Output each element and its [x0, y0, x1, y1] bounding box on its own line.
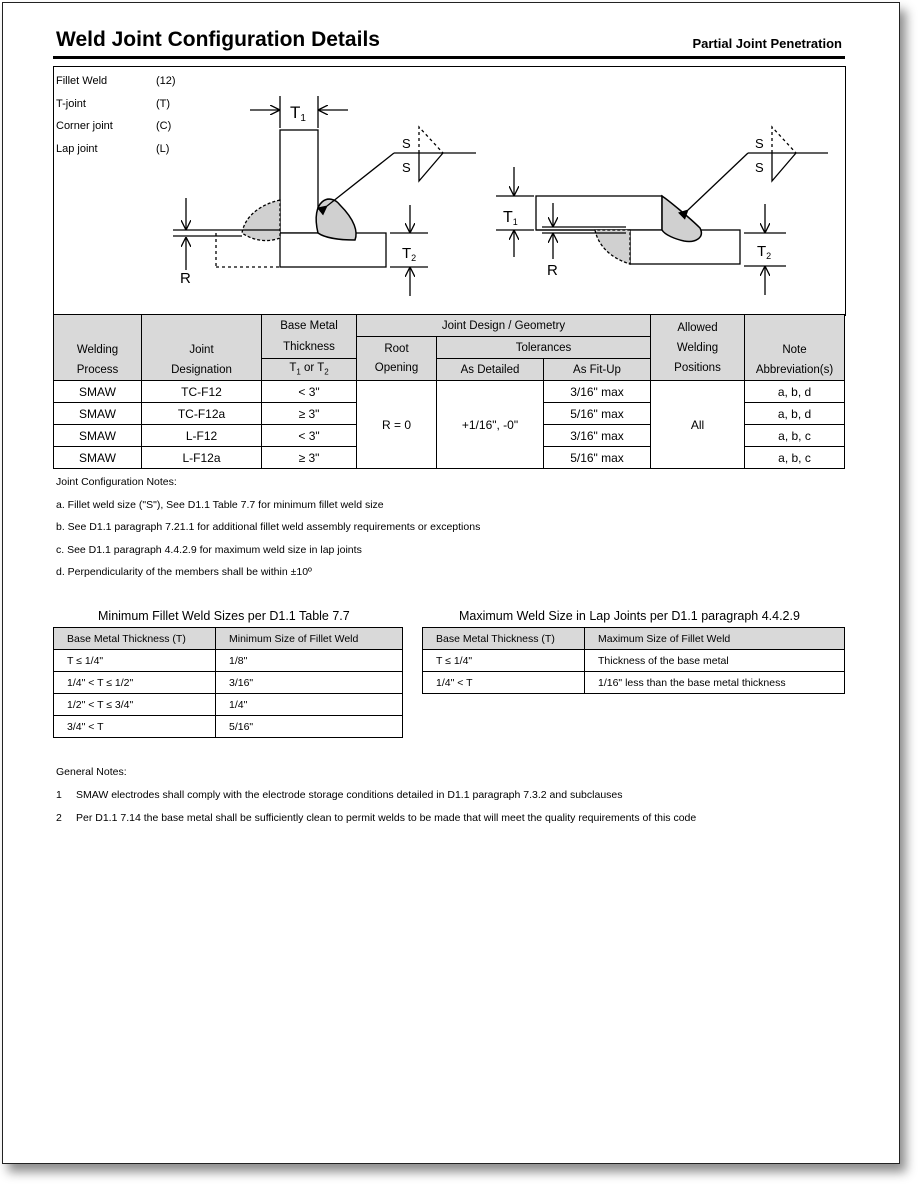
- t1-label: T1: [503, 209, 518, 227]
- header-joint: Joint: [189, 344, 214, 356]
- note-item: d. Perpendicularity of the members shall be within ±10º: [56, 566, 312, 578]
- max-weld-table: Base Metal Thickness (T) Maximum Size of Fillet Weld T ≤ 1/4" Thickness of the base metal 1/4" < T 1/16" less than the base metal thickness: [422, 627, 845, 694]
- table-row: 1/4" < T ≤ 1/2" 3/16": [54, 672, 403, 694]
- notes-title: Joint Configuration Notes:: [56, 476, 177, 488]
- legend-name: Fillet Weld: [56, 75, 108, 87]
- t2-label: $T_2$: [757, 243, 772, 261]
- header-as-detailed: As Detailed: [437, 359, 544, 381]
- root-opening-cell: R = 0: [357, 381, 437, 469]
- table-row: T ≤ 1/4" 1/8": [54, 650, 403, 672]
- general-note-item: 2 Per D1.1 7.14 the base metal shall be sufficiently clean to permit welds to be made that will meet the quality requirements of this code: [56, 812, 697, 824]
- legend-name: T-joint: [56, 97, 86, 110]
- joint-notes: [56, 476, 480, 589]
- page-subtitle: Partial Joint Penetration: [692, 36, 842, 51]
- title-rule: [53, 56, 845, 59]
- r-label: R: [547, 262, 558, 279]
- s-label: S: [402, 136, 411, 151]
- weld-joint-diagram: [54, 67, 843, 313]
- header-root: Root: [384, 342, 409, 355]
- header-thickness: Thickness: [262, 337, 357, 359]
- legend-name: Corner joint: [56, 120, 113, 132]
- r-label: R: [180, 270, 191, 287]
- header-note: Note: [782, 344, 807, 356]
- t-joint-figure: [173, 96, 476, 296]
- legend-code: (T): [156, 97, 171, 110]
- header-base-metal: Base Metal: [262, 315, 357, 337]
- header-tolerances: Tolerances: [437, 337, 651, 359]
- note-item: a. Fillet weld size ("S"), See D1.1 Table 7.7 for minimum fillet weld size: [56, 498, 384, 511]
- note-item: c. See D1.1 paragraph 4.4.2.9 for maximum weld size in lap joints: [56, 543, 362, 556]
- header-designation: Designation: [171, 364, 232, 376]
- max-weld-title: Maximum Weld Size in Lap Joints per D1.1 paragraph 4.4.2.9: [459, 609, 800, 623]
- s-label: S: [402, 160, 411, 175]
- header-allowed: Allowed: [677, 321, 718, 334]
- table-row: SMAW L-F12 < 3" 3/16" max a, b, c: [54, 425, 845, 447]
- header-process: Process: [76, 364, 119, 376]
- legend-code: (12): [156, 75, 176, 87]
- table-row: 1/4" < T 1/16" less than the base metal thickness: [423, 672, 845, 694]
- min-fillet-title: Minimum Fillet Weld Sizes per D1.1 Table 7.7: [98, 609, 350, 623]
- page-title: Weld Joint Configuration Details: [56, 28, 380, 51]
- header-positions: Positions: [674, 361, 721, 374]
- table-row: SMAW TC-F12a ≥ 3" 5/16" max a, b, d: [54, 403, 845, 425]
- s-label: S: [755, 136, 764, 151]
- lap-joint-figure: [496, 127, 828, 295]
- as-detailed-cell: +1/16", -0": [437, 381, 544, 469]
- table-row: T ≤ 1/4" Thickness of the base metal: [423, 650, 845, 672]
- header-welding2: Welding: [676, 341, 719, 354]
- header-as-fitup: As Fit-Up: [544, 359, 651, 381]
- general-notes: [56, 766, 696, 835]
- legend-code: (C): [156, 120, 172, 132]
- general-notes-title: General Notes:: [56, 766, 127, 778]
- legend-name: Lap joint: [56, 142, 98, 155]
- joint-table: [53, 314, 845, 469]
- note-item: b. See D1.1 paragraph 7.21.1 for additional fillet weld assembly requirements or exceptions: [56, 521, 481, 533]
- min-fillet-table: Base Metal Thickness (T) Minimum Size of Fillet Weld T ≤ 1/4" 1/8" 1/4" < T ≤ 1/2" 3/16" 1/2" < T ≤ 3/4" 1/4" 3/4" < T 5/16": [53, 627, 403, 738]
- header-t1-t2: $T_1$ or $T_2$: [262, 359, 357, 381]
- header-opening: Opening: [374, 361, 419, 374]
- legend-code: (L): [156, 142, 170, 155]
- t1-label: T1: [290, 103, 306, 124]
- t2-label: $T_2$: [402, 245, 417, 263]
- positions-cell: All: [651, 381, 745, 469]
- header-joint-design: Joint Design / Geometry: [357, 315, 651, 337]
- table-row: 3/4" < T 5/16": [54, 716, 403, 738]
- header-welding: Welding: [76, 344, 119, 356]
- table-row: SMAW TC-F12 < 3" R = 0 +1/16", -0" 3/16" max All a, b, d: [54, 381, 845, 403]
- s-label: S: [755, 160, 764, 175]
- header-abbrev: Abbreviation(s): [755, 364, 834, 376]
- table-row: SMAW L-F12a ≥ 3" 5/16" max a, b, c: [54, 447, 845, 469]
- general-note-item: 1 SMAW electrodes shall comply with the electrode storage conditions detailed in D1.1 paragraph 7.3.2 and subclauses: [56, 789, 623, 801]
- table-row: 1/2" < T ≤ 3/4" 1/4": [54, 694, 403, 716]
